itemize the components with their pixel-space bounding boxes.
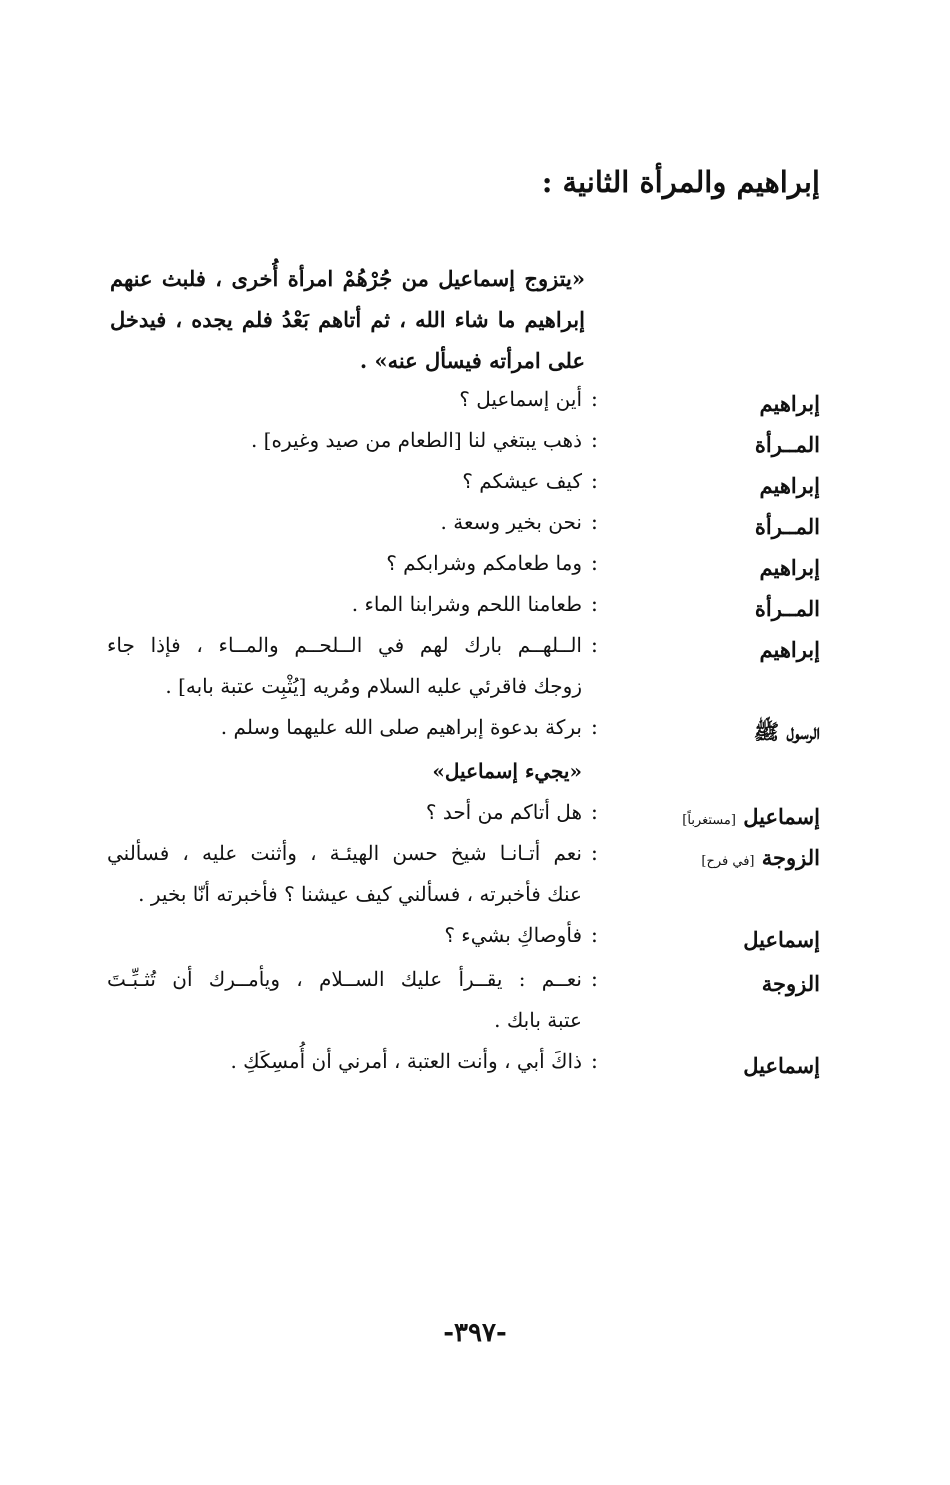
speaker-name: إسماعيل [743, 1053, 820, 1078]
page-number: -٣٩٧- [443, 1318, 507, 1348]
speaker-name: الرسول ﷺ [753, 719, 820, 744]
dialogue-text: نعم أتـانـا شيخ حسن الهيئـة ، وأثنت عليه ، فسألني [107, 841, 582, 865]
dialogue-text: أين إسماعيل ؟ [459, 387, 582, 411]
dialogue-continuation [0, 880, 950, 921]
separator-colon: : [590, 428, 598, 452]
stage-direction: [في فرح] [701, 854, 755, 869]
separator-colon: : [590, 800, 598, 824]
stage-direction: [مستغرباً] [682, 813, 736, 828]
separator-colon: : [590, 1049, 598, 1073]
dialogue-text: بركة بدعوة إبراهيم صلى الله عليهما وسلم . [220, 715, 582, 739]
dialogue-line [0, 1047, 950, 1088]
separator-colon: : [590, 715, 598, 739]
separator-colon: : [590, 967, 598, 991]
section-title: إبراهيم والمرأة الثانية : [541, 165, 820, 199]
speaker-name: المــرأة [754, 596, 820, 621]
dialogue-text: فأوصاكِ بشيء ؟ [444, 923, 582, 947]
speaker-with-note [610, 804, 820, 829]
separator-colon: : [590, 387, 598, 411]
speaker-with-note [610, 845, 820, 870]
dialogue-line [0, 713, 950, 757]
separator-colon: : [590, 510, 598, 534]
dialogue [0, 385, 950, 1088]
separator-colon: : [590, 633, 598, 657]
dialogue-text: هل أتاكم من أحد ؟ [425, 800, 582, 824]
scene-heading-row [0, 757, 950, 798]
separator-colon: : [590, 923, 598, 947]
separator-colon: : [590, 551, 598, 575]
speaker-name: الزوجة [761, 845, 820, 870]
dialogue-text: طعامنا اللحم وشرابنا الماء . [351, 592, 582, 616]
dialogue-text: وما طعامكم وشرابكم ؟ [386, 551, 582, 575]
dialogue-text: عتبة بابك . [494, 1008, 582, 1032]
separator-colon: : [590, 841, 598, 865]
dialogue-text: الــلهــم بارك لهم في الــلحــم والمــاء ، فإذا جاء [107, 633, 582, 657]
dialogue-text: نعــم : يقــرأ عليك الســلام ، ويأمــرك أن تُثـبِّـتَ [107, 967, 582, 991]
speaker-name: إسماعيل [743, 927, 820, 952]
dialogue-text: ذاكَ أبي ، وأنت العتبة ، أمرني أن أُمسِكَكِ . [230, 1049, 582, 1073]
dialogue-line [0, 631, 950, 672]
speaker-name: الزوجة [761, 971, 820, 996]
dialogue-text: كيف عيشكم ؟ [462, 469, 582, 493]
dialogue-continuation [0, 672, 950, 713]
dialogue-continuation [0, 1006, 950, 1047]
intro-paragraph: «يتزوج إسماعيل من جُرْهُمْ امرأة أُخرى ، فلبث عنهم إبراهيم ما شاء الله ، ثم أتاهم بَعْدُ فلم يجده ، فيدخل على امرأته فيسأل عنه» . [110, 266, 585, 373]
speaker-name: إسماعيل [743, 804, 820, 829]
speaker-name: إبراهيم [759, 637, 820, 662]
speaker-name: إبراهيم [759, 391, 820, 416]
dialogue-line [0, 590, 950, 631]
speaker-name: المــرأة [754, 432, 820, 457]
dialogue-text: ذهب يبتغي لنا [الطعام من صيد وغيره] . [250, 428, 582, 452]
dialogue-text: نحن بخير وسعة . [440, 510, 582, 534]
dialogue-line [0, 921, 950, 965]
dialogue-line [0, 508, 950, 549]
dialogue-line [0, 467, 950, 508]
scene-heading: «يجيء إسماعيل» [432, 759, 582, 783]
dialogue-text: عنك فأخبرته ، فسألني كيف عيشنا ؟ فأخبرته أنّا بخير . [138, 882, 582, 906]
speaker-name: المــرأة [754, 514, 820, 539]
dialogue-line [0, 549, 950, 590]
speaker-name: إبراهيم [759, 473, 820, 498]
dialogue-text: زوجك فاقرئي عليه السلام ومُريه [يُثْبِت عتبة بابه] . [165, 674, 582, 698]
speaker-name: إبراهيم [759, 555, 820, 580]
dialogue-line [0, 385, 950, 426]
dialogue-line [0, 965, 950, 1006]
dialogue-line [0, 839, 950, 880]
dialogue-line [0, 426, 950, 467]
separator-colon: : [590, 592, 598, 616]
dialogue-line [0, 798, 950, 839]
separator-colon: : [590, 469, 598, 493]
